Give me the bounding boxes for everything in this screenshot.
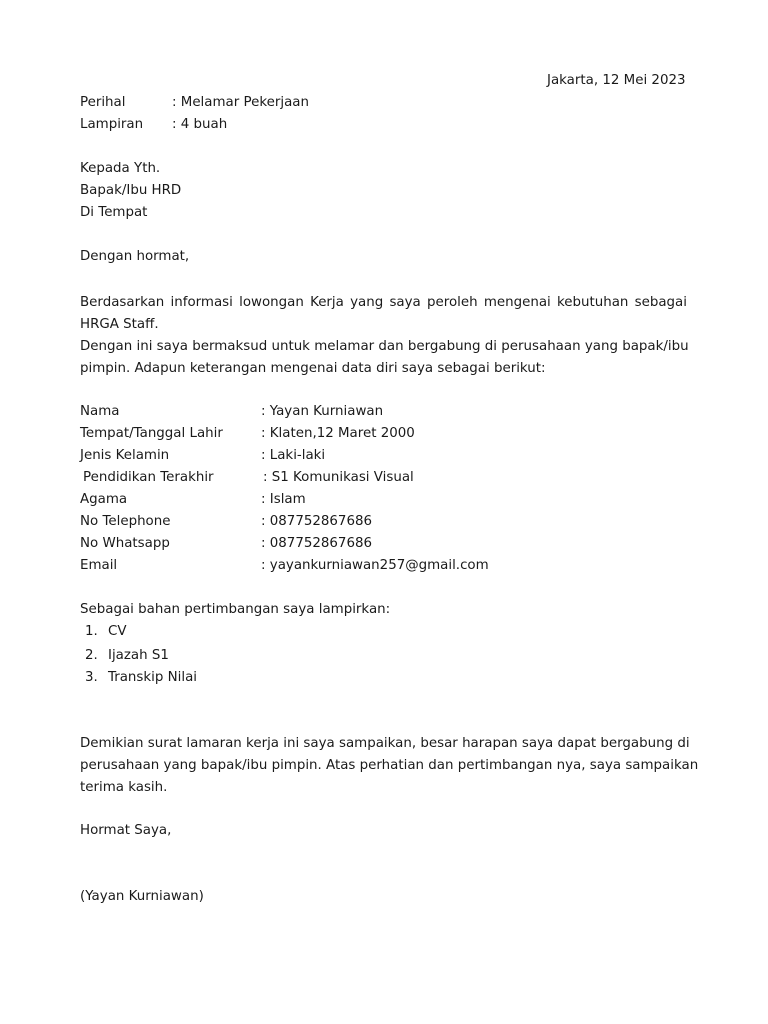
attachments-intro: Sebagai bahan pertimbangan saya lampirkan: bbox=[80, 602, 391, 617]
data-value: : Klaten,12 Maret 2000 bbox=[261, 426, 415, 441]
intro-line: HRGA Staff. bbox=[80, 317, 159, 332]
list-item: Ijazah S1 bbox=[108, 648, 169, 663]
sign-off: Hormat Saya, bbox=[80, 823, 172, 838]
recipient-line: Kepada Yth. bbox=[80, 161, 161, 176]
recipient-line: Di Tempat bbox=[80, 205, 148, 220]
greeting: Dengan hormat, bbox=[80, 249, 190, 264]
closing-line: perusahaan yang bapak/ibu pimpin. Atas perhatian dan pertimbangan nya, saya sampaikan bbox=[80, 758, 699, 773]
data-label: Nama bbox=[80, 404, 120, 419]
data-value: : 087752867686 bbox=[261, 514, 373, 529]
subject-value: : Melamar Pekerjaan bbox=[172, 95, 309, 110]
closing-line: terima kasih. bbox=[80, 780, 168, 795]
list-number: 3. bbox=[85, 670, 98, 685]
signature-name: (Yayan Kurniawan) bbox=[80, 889, 204, 904]
data-value: : Laki-laki bbox=[261, 448, 326, 463]
data-value: : Islam bbox=[261, 492, 306, 507]
list-number: 1. bbox=[85, 624, 98, 639]
data-label: Pendidikan Terakhir bbox=[83, 470, 214, 485]
place-date: Jakarta, 12 Mei 2023 bbox=[547, 73, 686, 88]
attachment-label: Lampiran bbox=[80, 117, 144, 132]
data-value: : Yayan Kurniawan bbox=[261, 404, 384, 419]
data-label: Email bbox=[80, 558, 118, 573]
subject-label: Perihal bbox=[80, 95, 126, 110]
data-value: : S1 Komunikasi Visual bbox=[263, 470, 414, 485]
list-item: Transkip Nilai bbox=[108, 670, 197, 685]
intro-line: Dengan ini saya bermaksud untuk melamar dan bergabung di perusahaan yang bapak/ibu bbox=[80, 339, 689, 354]
closing-line: Demikian surat lamaran kerja ini saya sampaikan, besar harapan saya dapat bergabung di bbox=[80, 736, 690, 751]
recipient-line: Bapak/Ibu HRD bbox=[80, 183, 182, 198]
data-value: : yayankurniawan257@gmail.com bbox=[261, 558, 489, 573]
data-label: No Telephone bbox=[80, 514, 171, 529]
data-label: Jenis Kelamin bbox=[80, 448, 170, 463]
data-label: No Whatsapp bbox=[80, 536, 170, 551]
data-label: Tempat/Tanggal Lahir bbox=[80, 426, 223, 441]
intro-line: pimpin. Adapun keterangan mengenai data diri saya sebagai berikut: bbox=[80, 361, 546, 376]
intro-line: Berdasarkan informasi lowongan Kerja yang saya peroleh mengenai kebutuhan sebagai bbox=[80, 295, 687, 310]
list-item: CV bbox=[108, 624, 127, 639]
attachment-value: : 4 buah bbox=[172, 117, 228, 132]
data-label: Agama bbox=[80, 492, 128, 507]
list-number: 2. bbox=[85, 648, 98, 663]
data-value: : 087752867686 bbox=[261, 536, 373, 551]
